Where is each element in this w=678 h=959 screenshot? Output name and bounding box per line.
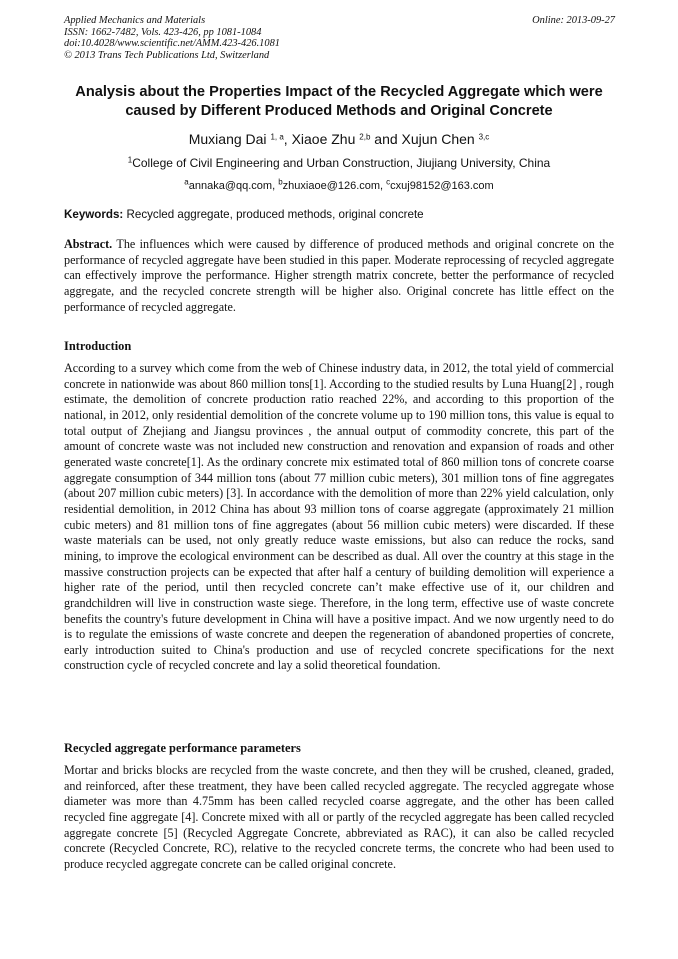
author-list [0, 131, 678, 148]
email-link[interactable]: cxuj98152@163.com [390, 180, 494, 192]
email-sup: b [278, 177, 283, 187]
doi-line: doi:10.4028/www.scientific.net/AMM.423-426.1081 [64, 38, 280, 50]
introduction-heading: Introduction [64, 339, 132, 353]
email-sup: c [386, 177, 391, 187]
email-sup: a [184, 177, 189, 187]
journal-header [64, 15, 280, 61]
email-sep: , [380, 180, 387, 192]
author-name: Xujun Chen [401, 131, 475, 147]
abstract-text: The influences which were caused by difference of produced methods and original concrete on the performance of recycled aggregate have been studied in this paper. Moderate reprocessing of recycled aggregate can effectively improve the performance. Higher strength matrix concrete, better the performance of recycled aggregate, and the recycled concrete strength will be higher also. Original concrete has little effect on the performance of recycled aggregate. [64, 237, 614, 314]
introduction-paragraph: According to a survey which come from the web of Chinese industry data, in 2012, the total yield of commercial concrete in nationwide was about 860 million tons[1]. According to the studied results by Luna Huang[2] , rough estimate, the demolition of concrete production ratio reached 22%, and according to this proportion of the national, in 2012, only residential demolition of the concrete volume up to 190 million tons, this value is equal to total output of Zhejiang and Jiangsu provinces , the annual output of commodity concrete, this part of the amount of concrete waste was not included new construction and renovation and expansion of roads and other generated waste concrete[1]. As the ordinary concrete mix estimated total of 860 million tons of concrete coarse aggregate consumption of 344 million tons (about 77 million cubic meters), 301 million tons of fine aggregates (about 207 million cubic meters) [3]. In accordance with the demolition of more than 22% yield calculation, only residential demolition, in 2012 China has about 93 million tons of coarse aggregate (approximately 21 million cubic meters) and 81 million tons of fine aggregates (about 56 million cubic meters) were discarded. If these waste materials can be used, not only greatly reduce waste emissions, but also can reduce the rocks, sand mining, to improve the ecological environment can be described as dual. All over the country at this stage in the massive construction projects can be expected that after half a century of building demolition will experience a higher rate of the period, until then recycled concrete can’t make effective use of it, our children and grandchildren will live in construction waste siege. Therefore, in the long term, effective use of waste concrete benefits the country's future development in China will have a positive impact. And we now urgently need to do is to regulate the emissions of waste concrete and deepen the regeneration of abandoned properties of concrete, early introduction suited to China's production and use of recycled concrete specifications for the next construction cycle of recycled concrete and lay a solid theoretical foundation. [64, 361, 614, 673]
affiliation [0, 156, 678, 171]
email-list [0, 179, 678, 193]
author-sup: 1, a [270, 132, 284, 142]
author-sep: and [370, 131, 402, 147]
email-sep: , [272, 180, 279, 192]
author-sup: 3,c [478, 132, 490, 142]
copyright-line: © 2013 Trans Tech Publications Ltd, Switzerland [64, 49, 270, 61]
email-link[interactable]: annaka@qq.com [188, 180, 273, 192]
recycled-aggregate-heading: Recycled aggregate performance parameters [64, 741, 301, 755]
affiliation-sup: 1 [127, 155, 133, 165]
email-link[interactable]: zhuxiaoe@126.com [282, 180, 381, 192]
abstract-label: Abstract. [64, 237, 113, 251]
online-date: Online: 2013-09-27 [532, 15, 615, 26]
abstract [64, 237, 614, 315]
author-name: Muxiang Dai [188, 131, 267, 147]
recycled-aggregate-paragraph: Mortar and bricks blocks are recycled from the waste concrete, and then they will be crushed, cleaned, graded, and reinforced, after these treatment, they have been called recycled aggregate. The recycled aggregate whose diameter was more than 4.75mm has been called recycled coarse aggregate, and the other has been called recycled fine aggregate [4]. Concrete mixed with all or partly of the recycled aggregate has been called recycled aggregate concrete [5] (Recycled Aggregate Concrete, abbreviated as RAC), it can also be called recycled concrete (Recycled Concrete, RC), relative to the recycled concrete terms, the concrete who had been used to produce recycled aggregate concrete can be called original concrete. [64, 763, 614, 871]
author-sep: , [283, 131, 292, 147]
keywords-label: Keywords: [64, 208, 124, 221]
keywords [64, 207, 424, 222]
issn-line: ISSN: 1662-7482, Vols. 423-426, pp 1081-1084 [64, 26, 262, 38]
journal-name: Applied Mechanics and Materials [64, 15, 206, 26]
keywords-text: Recycled aggregate, produced methods, original concrete [123, 208, 424, 221]
author-name: Xiaoe Zhu [291, 131, 356, 147]
paper-title: Analysis about the Properties Impact of the Recycled Aggregate which were caused by Different Produced Methods and Original Concrete [75, 84, 603, 119]
author-sup: 2,b [359, 132, 371, 142]
affiliation-text: College of Civil Engineering and Urban Construction, Jiujiang University, China [132, 156, 551, 170]
